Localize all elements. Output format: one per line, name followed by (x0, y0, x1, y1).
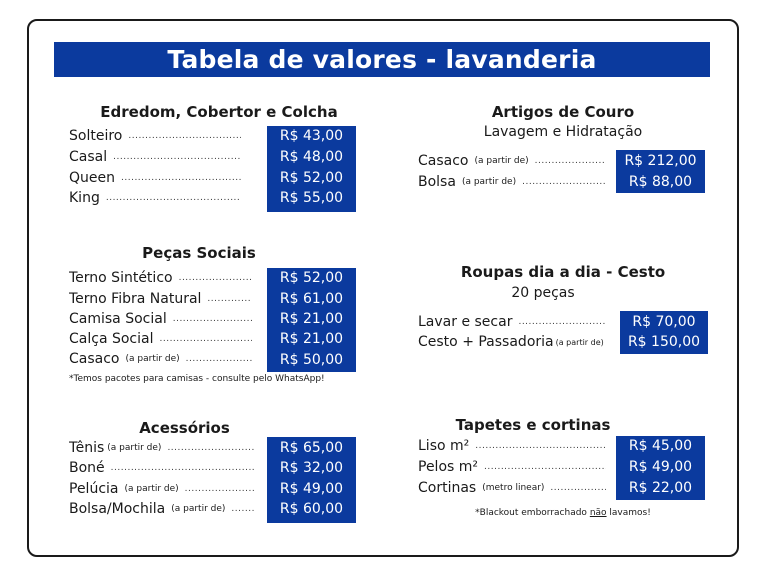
item-price: R$ 49,00 (279, 481, 344, 497)
list-item (418, 478, 610, 498)
footnote-text-underlined: não (589, 508, 607, 518)
item-name: Casaco (418, 153, 469, 169)
list-item (69, 268, 256, 288)
leader-dots (207, 294, 252, 304)
list-item (69, 289, 256, 309)
item-name: King (69, 190, 100, 206)
item-name: Cortinas (418, 480, 477, 496)
list-item (418, 436, 610, 456)
item-note: (a partir de) (555, 337, 604, 347)
section-title-couro: Artigos de Couro (491, 103, 635, 121)
section-subtitle-couro: Lavagem e Hidratação (483, 124, 643, 140)
leader-dots (173, 314, 252, 324)
item-name: Lavar e secar (418, 314, 513, 330)
item-price: R$ 65,00 (279, 440, 344, 456)
list-item (418, 457, 610, 477)
section-title-sociais: Peças Sociais (142, 244, 256, 262)
list-item (69, 188, 245, 208)
leader-dots (186, 354, 252, 364)
list-item (418, 312, 610, 332)
list-item (69, 349, 256, 369)
footnote-sociais: *Temos pacotes para camisas - consulte pelo WhatsApp! (69, 374, 325, 384)
item-price: R$ 61,00 (279, 291, 344, 307)
item-price: R$ 45,00 (628, 438, 693, 454)
item-name: Terno Fibra Natural (69, 291, 202, 307)
list-item (69, 147, 245, 167)
list-item (69, 438, 259, 458)
section-title-tapetes: Tapetes e cortinas (455, 416, 611, 434)
leader-dots (121, 173, 241, 183)
item-note: (metro linear) (482, 483, 545, 493)
item-note: (a partir de) (107, 443, 162, 453)
item-price: R$ 55,00 (279, 190, 344, 206)
item-name: Tênis (69, 440, 105, 456)
leader-dots (159, 334, 252, 344)
item-price: R$ 212,00 (624, 153, 697, 169)
list-item (69, 126, 245, 146)
item-name: Liso m² (418, 438, 470, 454)
list-item (418, 172, 610, 192)
section-title-acessorios: Acessórios (139, 419, 230, 437)
item-name: Terno Sintético (69, 270, 173, 286)
list-item (69, 479, 259, 499)
list-item (418, 332, 620, 352)
item-price: R$ 21,00 (279, 311, 344, 327)
leader-dots (179, 273, 252, 283)
item-name: Pelos m² (418, 459, 479, 475)
leader-dots (111, 463, 255, 473)
item-price: R$ 150,00 (627, 334, 701, 350)
list-item (69, 168, 245, 188)
item-note: (a partir de) (474, 156, 529, 166)
list-item (69, 458, 259, 478)
leader-dots (106, 193, 241, 203)
leader-dots (128, 131, 241, 141)
leader-dots (185, 484, 255, 494)
leader-dots (113, 152, 241, 162)
leader-dots (167, 443, 255, 453)
item-price: R$ 70,00 (632, 314, 696, 330)
item-note: (a partir de) (461, 177, 517, 187)
item-name: Bolsa (418, 174, 456, 190)
item-price: R$ 50,00 (279, 352, 344, 368)
footnote-text-pre: *Blackout emborrachado (475, 508, 590, 518)
section-subtitle-cesto: 20 peças (511, 285, 575, 301)
item-name: Casal (69, 149, 108, 165)
item-price: R$ 88,00 (628, 174, 693, 190)
section-title-edredom: Edredom, Cobertor e Colcha (100, 103, 338, 121)
item-name: Casaco (69, 351, 120, 367)
item-name: Boné (69, 460, 105, 476)
leader-dots (535, 156, 606, 166)
leader-dots (550, 483, 606, 493)
item-name: Solteiro (69, 128, 123, 144)
page-title: Tabela de valores - lavanderia (54, 42, 710, 77)
list-item (69, 309, 256, 329)
footnote-text-post: lavamos! (606, 508, 651, 518)
item-price: R$ 43,00 (279, 128, 344, 144)
item-price: R$ 49,00 (628, 459, 693, 475)
item-price: R$ 21,00 (279, 331, 344, 347)
item-note: (a partir de) (171, 504, 226, 514)
item-price: R$ 52,00 (279, 170, 344, 186)
leader-dots (522, 177, 606, 187)
list-item (418, 151, 610, 171)
leader-dots (484, 462, 606, 472)
item-price: R$ 60,00 (279, 501, 344, 517)
item-name: Cesto + Passadoria (418, 334, 554, 350)
item-name: Bolsa/Mochila (69, 501, 166, 517)
section-title-cesto: Roupas dia a dia - Cesto (460, 263, 666, 281)
footnote-tapetes (418, 508, 708, 518)
item-name: Camisa Social (69, 311, 167, 327)
item-price: R$ 22,00 (628, 480, 693, 496)
item-name: Calça Social (69, 331, 154, 347)
leader-dots (475, 441, 606, 451)
item-price: R$ 48,00 (279, 149, 344, 165)
item-note: (a partir de) (125, 354, 180, 364)
item-name: Pelúcia (69, 481, 119, 497)
list-item (69, 499, 259, 519)
item-note: (a partir de) (124, 484, 179, 494)
item-price: R$ 32,00 (279, 460, 344, 476)
item-name: Queen (69, 170, 115, 186)
leader-dots (518, 317, 606, 327)
item-price: R$ 52,00 (279, 270, 344, 286)
leader-dots (231, 504, 255, 514)
list-item (69, 329, 256, 349)
